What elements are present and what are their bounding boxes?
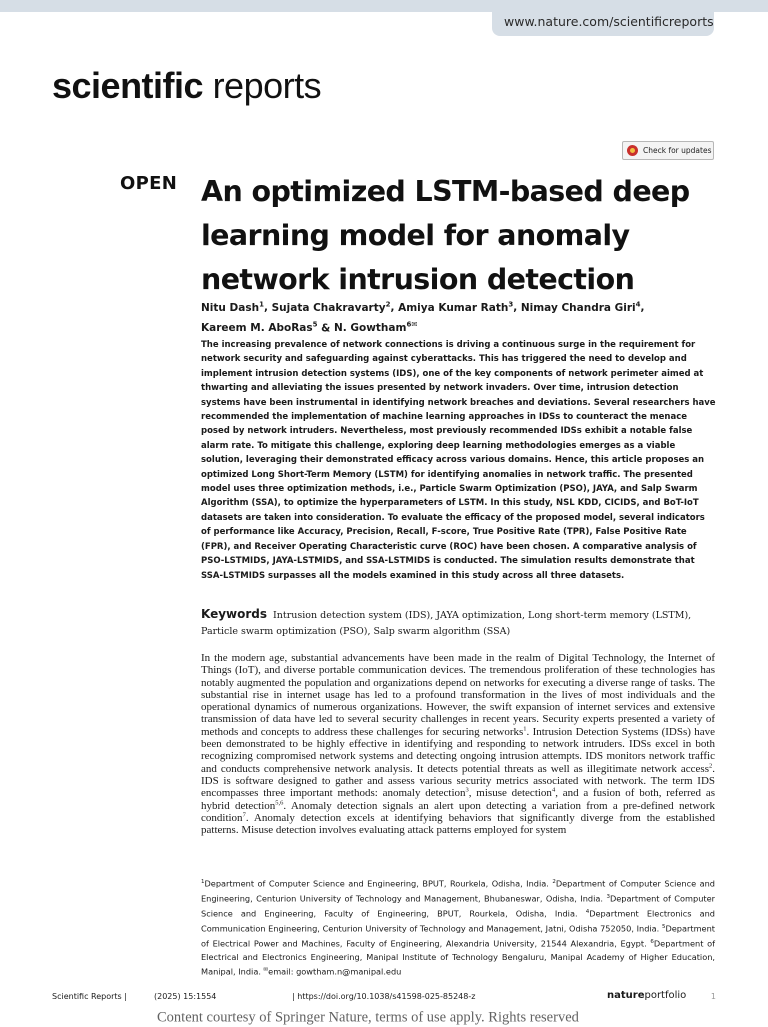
affiliation-marker: 3: [606, 893, 610, 900]
citation-ref[interactable]: 4: [551, 786, 556, 794]
footer-volume: (2025) 15:1554: [154, 992, 217, 1001]
keywords-label: Keywords: [201, 607, 268, 621]
affiliation-text: Department Electronics and Communication Engineering, Centurion University of Technology and Management, Jatni, Odisha 752050, India.: [201, 908, 715, 934]
page-footer: [52, 990, 716, 1010]
citation-ref[interactable]: 5,6: [275, 798, 284, 806]
author-affiliation-marker: 5: [312, 320, 318, 329]
author-name[interactable]: Kareem M. AboRas$^5$: [201, 320, 318, 334]
author-affiliation-marker: 2: [385, 300, 391, 308]
article-title: An optimized LSTM-based deep learning model for anomaly network intrusion detection: [201, 175, 690, 296]
author-name[interactable]: Amiya Kumar Rath$^3$: [398, 300, 514, 314]
author-name[interactable]: Nimay Chandra Giri$^4$: [520, 300, 641, 314]
author-affiliation-marker: 3: [508, 300, 514, 308]
author-affiliation-marker: 1: [259, 300, 264, 308]
affiliation-text: Department of Computer Science and Engineering, Faculty of Engineering, BPUT, Rourkela, Odisha, India.: [201, 893, 716, 919]
affiliation-text: Department of Electrical and Electronics Engineering, Manipal Institute of Technology Bengaluru, Manipal Academy of Higher Education, Manipal, India.: [201, 938, 715, 977]
journal-logo: [52, 64, 321, 108]
author-affiliation-marker: 4: [635, 300, 641, 308]
author-affiliation-marker: 6✉: [406, 320, 418, 329]
affiliation-marker: 1: [201, 879, 205, 885]
publisher-logo-light: portfolio: [644, 990, 687, 1001]
footer-doi-link[interactable]: | https://doi.org/10.1038/s41598-025-85248-z: [292, 992, 476, 1001]
citation-ref[interactable]: 7: [242, 811, 246, 819]
publisher-logo-bold: nature: [607, 990, 645, 1001]
affiliation-text: email: gowtham.n@manipal.edu: [268, 966, 402, 977]
publisher-logo: [607, 990, 686, 1001]
check-for-updates-button[interactable]: [622, 141, 714, 160]
journal-logo-bold: scientific: [52, 65, 204, 106]
crossmark-icon: [627, 145, 638, 156]
footer-journal: Scientific Reports |: [52, 992, 127, 1001]
citation-ref[interactable]: 1: [523, 725, 527, 733]
affiliation-marker: 5: [661, 923, 666, 930]
citation-ref[interactable]: 3: [465, 786, 469, 794]
citation-ref[interactable]: 2: [709, 762, 713, 770]
affiliation-marker: 2: [552, 879, 556, 885]
affiliation-marker: 6: [650, 938, 654, 945]
page-number: 1: [710, 992, 716, 1001]
keywords: [201, 606, 717, 640]
body-text: In the modern age, substantial advancements have been made in the realm of Digital Technology, the Internet of Things (IoT), and diverse portable communication devices. The tremendous proliferation of these technologies has notably augmented the population and organizations depend on networks for executing a diverse range of tasks. The substantial rise in internet usage has led to a profound transformation in the lives of most individuals and the operational dynamics of numerous organizations. However, the swift expansion of internet services and extensive transmission of data have led to several security challenges in recent years. Security experts presented a variety of methods and concepts to address these challenges for securing networks$^1$. Intrusion Detection Systems (IDSs) have been demonstrated to be highly effective in identifying and responding to network intruders. IDSs excel in both recognizing compromised network systems and detecting ongoing intrusion attempts. IDS monitors network traffic and conducts comprehensive network analysis. It detects potential threats as well as illegitimate network access$^2$. IDS is software designed to gather and assess various security metrics associated with network. The term IDS encompasses three important methods: anomaly detection$^3$, misuse detection$^4$, and a fusion of both, referred as hybrid detection$^{5,6}$. Anomaly detection signals an alert upon detecting a variation from a pre-defined network condition$^7$. Anomaly detection excels at identifying behaviors that significantly diverge from the established patterns. Misuse detection involves evaluating attack patterns employed for system: [201, 652, 715, 837]
affiliation-text: Department of Computer Science and Engineering, Centurion University of Technology and Management, Bhubaneswar, Odisha, India.: [201, 878, 715, 904]
author-name[interactable]: Sujata Chakravarty$^2$: [271, 300, 391, 314]
author-list: Nitu Dash$^1$, Sujata Chakravarty$^2$, Amiya Kumar Rath$^3$, Nimay Chandra Giri$^4$, Kareem M. AboRas$^5$ & N. Gowtham$^{6✉}$: [201, 300, 645, 334]
journal-logo-light: reports: [203, 65, 322, 106]
affiliations: [201, 876, 715, 979]
author-name[interactable]: N. Gowtham$^{6✉}$: [333, 320, 418, 334]
affiliation-text: Department of Computer Science and Engineering, BPUT, Rourkela, Odisha, India.: [204, 878, 553, 889]
abstract: The increasing prevalence of network connections is driving a continuous surge in the requirement for network security and safeguarding against cyberattacks. This has triggered the need to develop and implement intrusion detection systems (IDS), one of the key components of network perimeter aimed at thwarting and alleviating the issues presented by network invaders. Over time, intrusion detection systems have been instrumental in identifying network breaches and deviations. Several researchers have recommended the implementation of machine learning approaches in IDSs to counteract the menace posed by network intruders. Nevertheless, most previously recommended IDSs exhibit a notable false alarm rate. To mitigate this challenge, exploring deep learning methodologies emerges as a viable solution, leveraging their demonstrated efficacy across various domains. Hence, this article proposes an optimized Long Short-Term Memory (LSTM) for identifying anomalies in network traffic. The presented model uses three optimization methods, i.e., Particle Swarm Optimization (PSO), JAYA, and Salp Swarm Algorithm (SSA), to optimize the hyperparameters of LSTM. In this study, NSL KDD, CICIDS, and BoT-IoT datasets are taken into consideration. To evaluate the efficacy of the proposed model, several indicators of performance like Accuracy, Precision, Recall, F-score, True Positive Rate (TPR), False Positive Rate (FPR), and Receiver Operating Characteristic curve (ROC) have been chosen. A comparative analysis of PSO-LSTMIDS, JAYA-LSTMIDS, and SSA-LSTMIDS is conducted. The simulation results demonstrate that SSA-LSTMIDS surpasses all the models examined in this study across all three datasets.: [201, 340, 716, 581]
journal-url[interactable]: www.nature.com/scientificreports: [504, 14, 714, 29]
author-name[interactable]: Nitu Dash$^1$: [201, 300, 264, 314]
check-for-updates-label: Check for updates: [643, 146, 712, 155]
affiliation-text: Department of Electrical Power and Machines, Faculty of Engineering, Alexandria University, 21544 Alexandria, Egypt.: [201, 923, 715, 949]
keywords-text: Intrusion detection system (IDS), JAYA optimization, Long short-term memory (LSTM), Particle swarm optimization (PSO), Salp swarm algorithm (SSA): [201, 610, 692, 637]
open-access-label: OPEN: [120, 173, 178, 194]
copyright-watermark: Content courtesy of Springer Nature, terms of use apply. Rights reserved: [157, 1009, 579, 1026]
affiliation-marker: ✉: [263, 966, 269, 973]
affiliation-marker: 4: [585, 908, 590, 915]
